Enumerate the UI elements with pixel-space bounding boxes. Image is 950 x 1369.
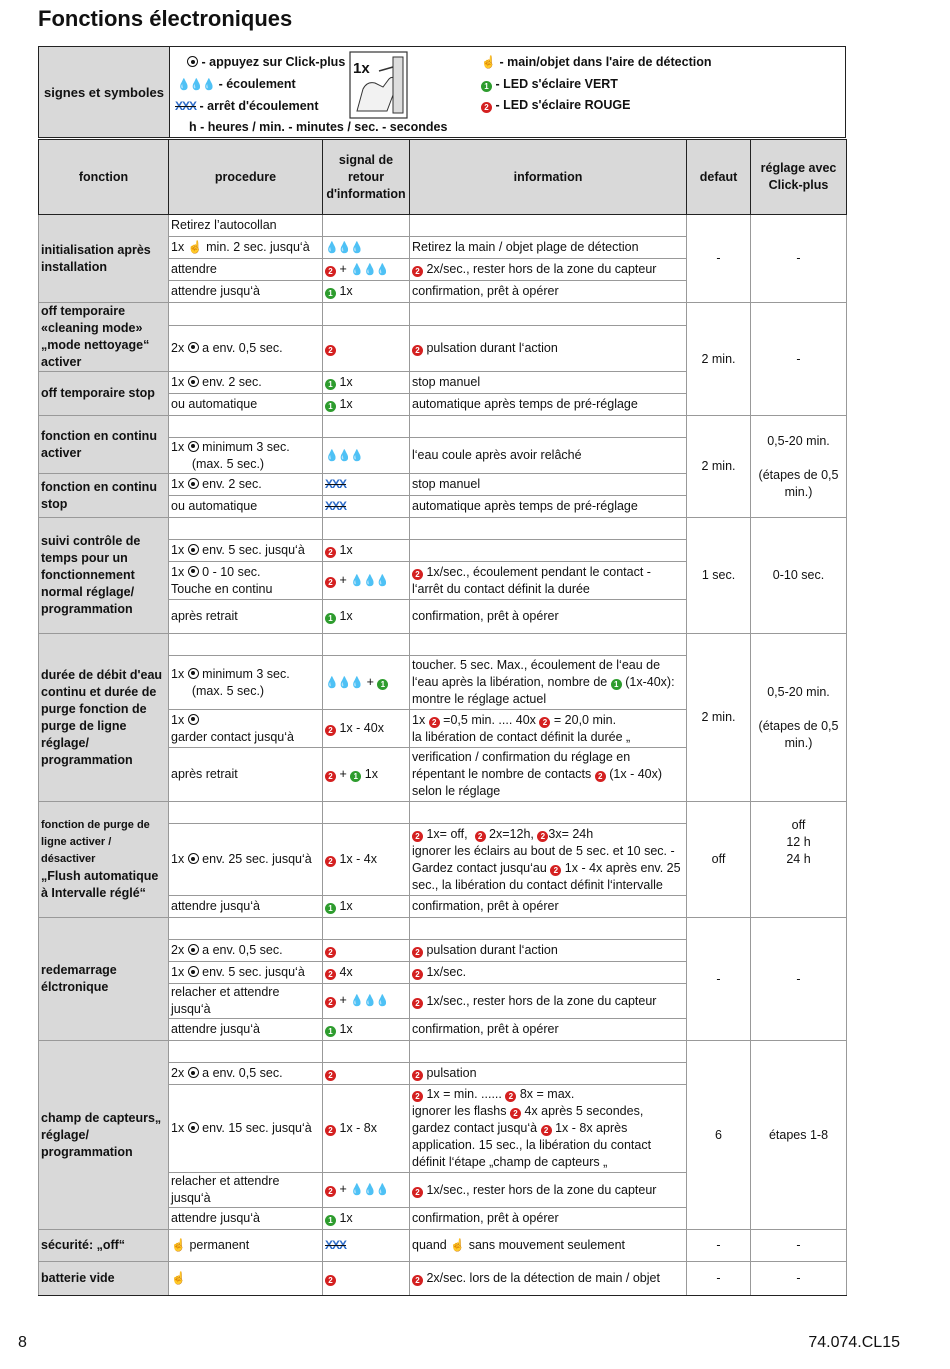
red-led-icon: 2	[412, 1275, 423, 1286]
stop-flow-icon: XXX	[325, 1238, 347, 1252]
legend-stop: XXX - arrêt d'écoulement	[175, 99, 319, 113]
proc-cell: attendre jusqu‘à	[169, 896, 323, 918]
signal-cell: 1 1x	[323, 1019, 410, 1041]
info-cell: 2 1x/sec., rester hors de la zone du capteur	[410, 984, 687, 1019]
fn-sensor-field: champ de capteurs„ réglage/ programmation	[39, 1041, 169, 1230]
legend-click: - appuyez sur Click-plus	[187, 55, 345, 69]
signal-cell	[323, 1230, 410, 1262]
table-row	[39, 1230, 847, 1262]
proc-cell: ou automatique	[169, 394, 323, 416]
signal-cell: 1 1x	[323, 372, 410, 394]
red-led-icon: 2	[412, 947, 423, 958]
red-led-icon: 2	[325, 947, 336, 958]
setting-cell: étapes 1-8	[751, 1041, 847, 1230]
info-cell: Retirez la main / objet plage de détection	[410, 237, 687, 259]
proc-cell: 1x env. 5 sec. jusqu‘à	[169, 540, 323, 562]
red-led-icon: 2	[412, 266, 423, 277]
col-information: information	[410, 140, 687, 215]
proc-cell: attendre jusqu‘à	[169, 1208, 323, 1230]
red-led-icon: 2	[505, 1091, 516, 1102]
hand-icon: ☝	[187, 240, 203, 254]
proc-cell: 1x env. 5 sec. jusqu‘à	[169, 962, 323, 984]
drops-icon: 💧💧💧	[325, 676, 364, 689]
page-title: Fonctions électroniques	[38, 6, 293, 31]
info-cell: l‘eau coule après avoir relâché	[410, 438, 687, 474]
proc-cell: Retirez l’autocollan	[169, 215, 323, 237]
proc-cell: 1x minimum 3 sec. (max. 5 sec.)	[169, 656, 323, 710]
info-cell: toucher. 5 sec. Max., écoulement de l‘eau de l‘eau après la libération, nombre de 1 (1x-40x): montre le réglage actuel	[410, 656, 687, 710]
proc-cell: relacher et attendre jusqu‘à	[169, 984, 323, 1019]
proc-cell: après retrait	[169, 600, 323, 634]
signal-cell: 1 1x	[323, 281, 410, 303]
red-led-icon: 2	[325, 1125, 336, 1136]
proc-cell: 1x minimum 3 sec. (max. 5 sec.)	[169, 438, 323, 474]
green-led-icon: 1	[481, 81, 492, 92]
info-cell: 1x 2 =0,5 min. .... 40x 2 = 20,0 min. la libération de contact définit la durée „	[410, 710, 687, 748]
info-cell: verification / confirmation du réglage en répentant le nombre de contacts 2 (1x - 40x) selon le réglage	[410, 748, 687, 802]
red-led-icon: 2	[325, 266, 336, 277]
target-icon	[188, 478, 199, 489]
signal-cell	[323, 325, 410, 371]
stop-flow-icon: XXX	[325, 499, 347, 513]
red-led-icon: 2	[537, 831, 548, 842]
fn-restart: redemarrage élctronique	[39, 918, 169, 1041]
table-row	[39, 1041, 847, 1063]
col-defaut: defaut	[687, 140, 751, 215]
drops-icon: 💧💧💧	[350, 995, 389, 1007]
table-row	[39, 802, 847, 824]
legend-green: 1 - LED s'éclaire VERT	[481, 77, 618, 92]
red-led-icon: 2	[595, 771, 606, 782]
signal-cell: 2 + 💧💧💧	[323, 1173, 410, 1208]
proc-cell: attendre jusqu‘à	[169, 281, 323, 303]
red-led-icon: 2	[325, 856, 336, 867]
red-led-icon: 2	[412, 1187, 423, 1198]
info-cell: confirmation, prêt à opérer	[410, 1019, 687, 1041]
signal-cell: 1 1x	[323, 1208, 410, 1230]
default-cell: 2 min.	[687, 303, 751, 416]
proc-cell: après retrait	[169, 748, 323, 802]
signal-cell	[323, 1262, 410, 1296]
hand-icon: ☝	[171, 1271, 186, 1285]
fn-security: sécurité: „off“	[39, 1230, 169, 1262]
drops-icon: 💧💧💧	[177, 79, 216, 91]
info-cell: 2 1x = min. ...... 2 8x = max. ignorer les flashs 2 4x après 5 secondes, gardez contact jusqu‘à 2 1x - 8x après application. 15 sec., la libération du contact définit l‘étape „champ de capteurs „	[410, 1085, 687, 1173]
info-cell: 2 pulsation durant l‘action	[410, 325, 687, 371]
red-led-icon: 2	[325, 1275, 336, 1286]
signal-cell	[323, 237, 410, 259]
fn-timer: suivi contrôle de temps pour un fonctionnement normal réglage/ programmation	[39, 518, 169, 634]
table-row	[39, 416, 847, 438]
default-cell: -	[687, 918, 751, 1041]
info-cell: 2 pulsation	[410, 1063, 687, 1085]
hand-icon: ☝	[171, 1238, 186, 1252]
legend-label: signes et symboles	[39, 47, 170, 137]
setting-cell: -	[751, 1230, 847, 1262]
target-icon	[188, 966, 199, 977]
table-row	[39, 303, 847, 326]
red-led-icon: 2	[475, 831, 486, 842]
target-icon	[187, 56, 198, 67]
info-cell: 2 1x= off, 2 2x=12h, 2 3x= 24h ignorer les éclairs au bout de 5 sec. et 10 sec. - Gardez contact jusqu‘au 2 1x - 4x après env. 25 sec., la libération du contact définit l‘intervalle	[410, 824, 687, 896]
fn-clean: off temporaire «cleaning mode» „mode nettoyage“ activer	[39, 303, 169, 372]
col-reglage: réglage avec Click-plus	[751, 140, 847, 215]
proc-cell: attendre	[169, 259, 323, 281]
info-cell: confirmation, prêt à opérer	[410, 600, 687, 634]
red-led-icon: 2	[412, 1070, 423, 1081]
signal-cell	[323, 1063, 410, 1085]
red-led-icon: 2	[429, 717, 440, 728]
target-icon	[188, 1067, 199, 1078]
setting-cell: 0,5-20 min. (étapes de 0,5 min.)	[751, 634, 847, 802]
proc-cell: 2x a env. 0,5 sec.	[169, 940, 323, 962]
proc-cell: attendre jusqu‘à	[169, 1019, 323, 1041]
legend-box	[38, 46, 846, 138]
legend-units: h - heures / min. - minutes / sec. - secondes	[189, 120, 448, 134]
green-led-icon: 1	[325, 1215, 336, 1226]
proc-cell: 1x ☝ min. 2 sec. jusqu‘à	[169, 237, 323, 259]
signal-cell	[323, 940, 410, 962]
info-cell: automatique après temps de pré-réglage	[410, 496, 687, 518]
red-led-icon: 2	[325, 1070, 336, 1081]
table-row	[39, 634, 847, 656]
fn-init: initialisation après installation	[39, 215, 169, 303]
table-row	[39, 215, 847, 237]
default-cell: 6	[687, 1041, 751, 1230]
setting-cell: -	[751, 918, 847, 1041]
setting-cell: off 12 h 24 h	[751, 802, 847, 918]
target-icon	[188, 342, 199, 353]
red-led-icon: 2	[412, 1091, 423, 1102]
setting-cell: -	[751, 303, 847, 416]
signal-cell: 1 1x	[323, 394, 410, 416]
target-icon	[188, 853, 199, 864]
green-led-icon: 1	[350, 771, 361, 782]
red-led-icon: 2	[412, 831, 423, 842]
fn-purge: durée de débit d'eau continu et durée de purge fonction de purge de ligne réglage/ programmation	[39, 634, 169, 802]
signal-cell: 1 1x	[323, 896, 410, 918]
info-cell: 2 2x/sec., rester hors de la zone du capteur	[410, 259, 687, 281]
signal-cell: 2 4x	[323, 962, 410, 984]
legend-red: 2 - LED s'éclaire ROUGE	[481, 98, 630, 113]
red-led-icon: 2	[412, 345, 423, 356]
green-led-icon: 1	[325, 613, 336, 624]
fn-flush: fonction de purge de ligne activer / désactiver „Flush automatique à Intervalle réglé“	[39, 802, 169, 918]
target-icon	[188, 1122, 199, 1133]
col-signal: signal de retour d'information	[323, 140, 410, 215]
info-cell: automatique après temps de pré-réglage	[410, 394, 687, 416]
functions-table	[38, 139, 847, 1296]
info-cell: 2 pulsation durant l‘action	[410, 940, 687, 962]
signal-cell: 2 1x - 40x	[323, 710, 410, 748]
target-icon	[188, 944, 199, 955]
target-icon	[188, 714, 199, 725]
signal-cell	[323, 438, 410, 474]
info-cell: quand ☝ sans mouvement seulement	[410, 1230, 687, 1262]
red-led-icon: 2	[412, 969, 423, 980]
proc-cell: ☝ permanent	[169, 1230, 323, 1262]
default-cell: -	[687, 1262, 751, 1296]
green-led-icon: 1	[325, 401, 336, 412]
table-row	[39, 518, 847, 540]
hand-icon: ☝	[450, 1238, 466, 1252]
red-led-icon: 2	[325, 725, 336, 736]
red-led-icon: 2	[481, 102, 492, 113]
proc-cell: ou automatique	[169, 496, 323, 518]
proc-cell: 2x a env. 0,5 sec.	[169, 325, 323, 371]
fn-clean-stop: off temporaire stop	[39, 372, 169, 416]
red-led-icon: 2	[325, 345, 336, 356]
proc-cell: 1x 0 - 10 sec. Touche en continu	[169, 562, 323, 600]
info-cell: stop manuel	[410, 474, 687, 496]
picture-label: 1x	[353, 60, 370, 77]
red-led-icon: 2	[539, 717, 550, 728]
proc-cell: 1x env. 25 sec. jusqu‘à	[169, 824, 323, 896]
target-icon	[188, 441, 199, 452]
signal-cell	[323, 474, 410, 496]
setting-cell: -	[751, 1262, 847, 1296]
signal-cell: 2 + 💧💧💧	[323, 259, 410, 281]
default-cell: off	[687, 802, 751, 918]
target-icon	[188, 566, 199, 577]
red-led-icon: 2	[412, 569, 423, 580]
green-led-icon: 1	[325, 379, 336, 390]
green-led-icon: 1	[325, 288, 336, 299]
info-cell: 2 2x/sec. lors de la détection de main / objet	[410, 1262, 687, 1296]
info-cell: confirmation, prêt à opérer	[410, 1208, 687, 1230]
signal-cell: 1 1x	[323, 600, 410, 634]
hand-icon: ☝	[481, 55, 496, 69]
drops-icon: 💧💧💧	[325, 241, 364, 254]
setting-cell: 0,5-20 min. (étapes de 0,5 min.)	[751, 416, 847, 518]
default-cell: -	[687, 1230, 751, 1262]
setting-cell: -	[751, 215, 847, 303]
info-cell: 2 1x/sec.	[410, 962, 687, 984]
green-led-icon: 1	[611, 679, 622, 690]
signal-cell: 2 + 💧💧💧	[323, 562, 410, 600]
table-row	[39, 918, 847, 940]
signal-cell: 2 + 1 1x	[323, 748, 410, 802]
signal-cell: 2 1x	[323, 540, 410, 562]
red-led-icon: 2	[325, 577, 336, 588]
fn-continuous: fonction en continu activer	[39, 416, 169, 474]
signal-cell: 2 1x - 8x	[323, 1085, 410, 1173]
target-icon	[188, 376, 199, 387]
target-icon	[188, 668, 199, 679]
proc-cell: relacher et attendre jusqu‘à	[169, 1173, 323, 1208]
legend-flow: 💧💧💧 - écoulement	[177, 77, 296, 91]
drops-icon: 💧💧💧	[325, 449, 364, 462]
document-code: 74.074.CL15	[808, 1334, 900, 1351]
info-cell: 2 1x/sec., rester hors de la zone du capteur	[410, 1173, 687, 1208]
green-led-icon: 1	[325, 903, 336, 914]
red-led-icon: 2	[325, 1186, 336, 1197]
info-cell: confirmation, prêt à opérer	[410, 281, 687, 303]
red-led-icon: 2	[510, 1108, 521, 1119]
red-led-icon: 2	[412, 998, 423, 1009]
red-led-icon: 2	[325, 771, 336, 782]
drops-icon: 💧💧💧	[350, 263, 389, 276]
default-cell: 1 sec.	[687, 518, 751, 634]
signal-cell: 2 + 💧💧💧	[323, 984, 410, 1019]
proc-cell: 1x env. 15 sec. jusqu‘à	[169, 1085, 323, 1173]
red-led-icon: 2	[325, 547, 336, 558]
target-icon	[188, 544, 199, 555]
red-led-icon: 2	[325, 969, 336, 980]
red-led-icon: 2	[550, 865, 561, 876]
proc-cell	[169, 1262, 323, 1296]
drops-icon: 💧💧💧	[350, 574, 389, 587]
signal-cell: 💧💧💧 + 1	[323, 656, 410, 710]
default-cell: 2 min.	[687, 416, 751, 518]
proc-cell: 1x env. 2 sec.	[169, 474, 323, 496]
signal-cell: 2 1x - 4x	[323, 824, 410, 896]
setting-cell: 0-10 sec.	[751, 518, 847, 634]
info-cell: 2 1x/sec., écoulement pendant le contact - l‘arrêt du contact définit la durée	[410, 562, 687, 600]
page-number: 8	[18, 1334, 27, 1351]
default-cell: -	[687, 215, 751, 303]
info-cell: stop manuel	[410, 372, 687, 394]
proc-cell: 2x a env. 0,5 sec.	[169, 1063, 323, 1085]
default-cell: 2 min.	[687, 634, 751, 802]
red-led-icon: 2	[541, 1125, 552, 1136]
info-cell: confirmation, prêt à opérer	[410, 896, 687, 918]
stop-flow-icon: XXX	[175, 99, 197, 113]
table-row	[39, 1262, 847, 1296]
col-fonction: fonction	[39, 140, 169, 215]
fn-continuous-stop: fonction en continu stop	[39, 474, 169, 518]
legend-hand: ☝ - main/objet dans l'aire de détection	[481, 55, 712, 69]
green-led-icon: 1	[325, 1026, 336, 1037]
stop-flow-icon: XXX	[325, 477, 347, 491]
drops-icon: 💧💧💧	[350, 1184, 389, 1196]
hand-press-illustration	[349, 51, 409, 119]
fn-battery: batterie vide	[39, 1262, 169, 1296]
red-led-icon: 2	[325, 997, 336, 1008]
col-procedure: procedure	[169, 140, 323, 215]
proc-cell: 1x env. 2 sec.	[169, 372, 323, 394]
proc-cell: 1x garder contact jusqu‘à	[169, 710, 323, 748]
green-led-icon: 1	[377, 679, 388, 690]
signal-cell	[323, 496, 410, 518]
